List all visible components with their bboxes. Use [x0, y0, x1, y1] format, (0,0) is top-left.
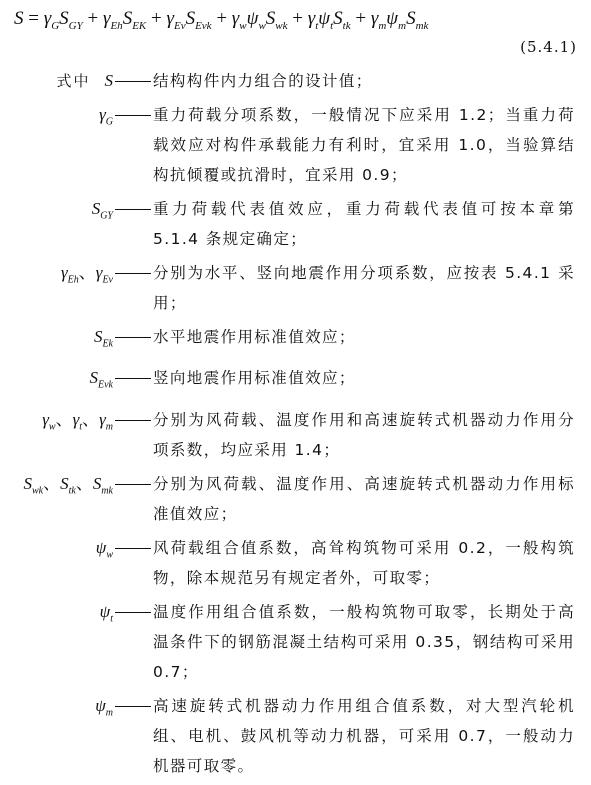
definition-text: 温度作用组合值系数，一般构筑物可取零，长期处于高温条件下的钢筋混凝土结构可采用 0.35，钢结构可采用 0.7；: [153, 602, 575, 681]
term: $\gamma_{Ev}S_{Evk}$: [166, 8, 212, 32]
definition-symbol: $\psi_m$: [95, 695, 113, 719]
term: $\gamma_{Eh}S_{EK}$: [102, 8, 147, 32]
em-dash: [113, 100, 153, 130]
definition-row: [0, 322, 591, 359]
definition-text: 水平地震作用标准值效应；: [153, 328, 356, 346]
em-dash: [113, 194, 153, 224]
definition-row: [0, 363, 591, 400]
definition-row: [0, 66, 591, 96]
definition-row: [0, 469, 591, 529]
definition-text: 重力荷载代表值效应，重力荷载代表值可按本章第 5.1.4 条规定确定；: [153, 200, 575, 248]
equation: $S = \gamma_GS_{GY} + \gamma_{Eh}S_{EK} + \gamma_{Ev}S_{Evk} + \gamma_w\psi_wS_{wk} + \gamma_t\psi_tS_{tk} + \gamma_m\psi_mS_{mk}$: [14, 8, 429, 32]
definition-text: 竖向地震作用标准值效应；: [153, 369, 356, 388]
equation-number: (5.4.1): [520, 38, 577, 56]
definition-row: [0, 100, 591, 190]
definition-symbol: $\gamma_G$: [99, 105, 113, 128]
definition-row: [0, 258, 591, 318]
definition-symbol: $\gamma_w$、$\gamma_t$、$\gamma_m$: [42, 409, 113, 433]
em-dash: [113, 258, 153, 288]
definition-symbol: $S_{wk}$、$S_{tk}$、$S_{mk}$: [23, 473, 113, 497]
definition-text: 分别为风荷载、温度作用和高速旋转式机器动力作用分项系数，均应采用 1.4；: [153, 410, 575, 459]
definition-symbol: $S_{GY}$: [91, 199, 113, 222]
definition-list: [0, 66, 591, 785]
definition-symbol: $\psi_t$: [99, 601, 113, 625]
term: $\gamma_GS_{GY}$: [43, 8, 83, 32]
definition-text: 风荷载组合值系数，高耸构筑物可采用 0.2，一般构筑物，除本规范另有规定者外，可取零；: [153, 538, 575, 587]
definition-text: 分别为水平、竖向地震作用分项系数，应按表 5.4.1 采用；: [153, 264, 575, 312]
definition-symbol: $\psi_w$: [95, 537, 113, 561]
definition-row: [0, 194, 591, 254]
definition-row: [0, 691, 591, 781]
definition-text: 分别为风荷载、温度作用、高速旋转式机器动力作用标准值效应；: [153, 474, 575, 523]
definition-row: [0, 597, 591, 687]
definition-text: 高速旋转式机器动力作用组合值系数，对大型汽轮机组、电机、鼓风机等动力机器，可采用 0.7，一般动力机器可取零。: [153, 696, 575, 775]
definition-symbol: $\gamma_{Eh}$、$\gamma_{Ev}$: [60, 263, 113, 286]
em-dash: [113, 66, 153, 96]
definition-symbol: 式中 S: [56, 71, 113, 90]
definition-symbol: $S_{Ek}$: [93, 327, 113, 350]
definition-text: 结构构件内力组合的设计值；: [153, 72, 373, 90]
lead-word: 式中: [56, 72, 91, 90]
em-dash: [113, 469, 153, 499]
em-dash: [113, 363, 153, 393]
em-dash: [113, 533, 153, 563]
em-dash: [113, 691, 153, 721]
em-dash: [113, 322, 153, 352]
em-dash: [113, 597, 153, 627]
definition-row: [0, 405, 591, 465]
equation-lhs: S: [14, 8, 24, 29]
em-dash: [113, 405, 153, 435]
term: $\gamma_t\psi_tS_{tk}$: [307, 8, 351, 32]
definition-symbol: $S_{Evk}$: [89, 368, 113, 391]
definition-row: [0, 533, 591, 593]
term: $\gamma_m\psi_mS_{mk}$: [370, 8, 429, 32]
term: $\gamma_w\psi_wS_{wk}$: [231, 8, 288, 32]
definition-text: 重力荷载分项系数，一般情况下应采用 1.2；当重力荷载效应对构件承载能力有利时，宜采用 1.0，当验算结构抗倾覆或抗滑时，宜采用 0.9；: [153, 106, 575, 184]
